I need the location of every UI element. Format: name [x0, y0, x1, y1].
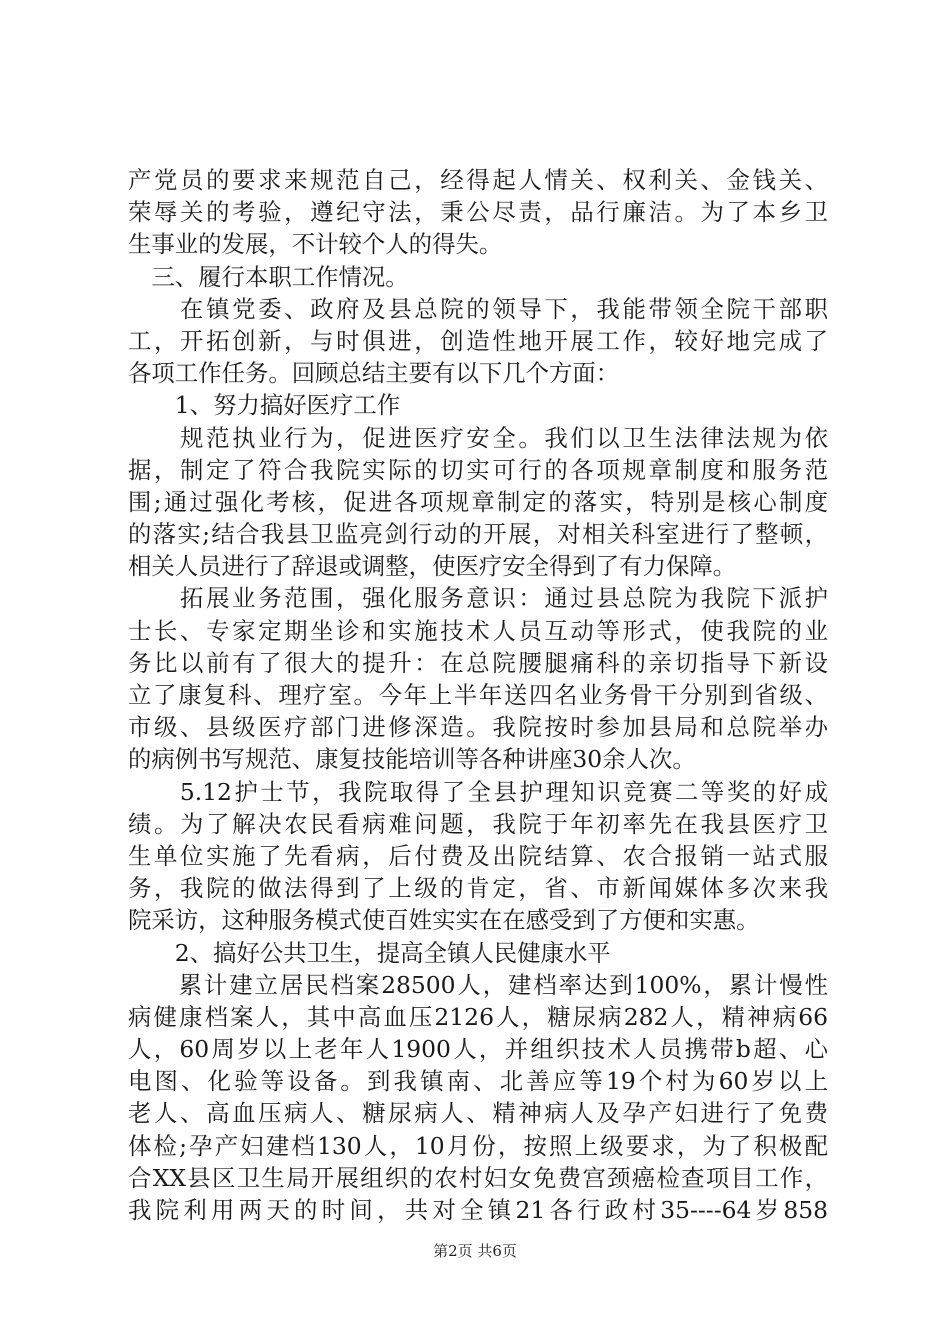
- text-line: 市级、县级医疗部门进修深造。我院按时参加县局和总院举办: [128, 713, 828, 742]
- text-line: 人，60周岁以上老年人1900人，并组织技术人员携带b超、心: [128, 1035, 828, 1064]
- text-line: 务比以前有了很大的提升：在总院腰腿痛科的亲切指导下新设: [128, 648, 828, 677]
- text-line: 规范执业行为，促进医疗安全。我们以卫生法律法规为依: [128, 423, 828, 452]
- text-line: 累计建立居民档案28500人，建档率达到100%，累计慢性: [128, 970, 828, 999]
- text-line: 立了康复科、理疗室。今年上半年送四名业务骨干分别到省级、: [128, 681, 828, 709]
- text-line: 院采访，这种服务模式使百姓实实在在感受到了方便和实惠。: [128, 906, 760, 935]
- text-line: 拓展业务范围，强化服务意识：通过县总院为我院下派护: [128, 584, 828, 613]
- text-line: 体检;孕产妇建档130人，10月份，按照上级要求，为了积极配: [128, 1131, 828, 1160]
- text-line: 5.12护士节，我院取得了全县护理知识竞赛二等奖的好成: [128, 777, 828, 806]
- text-line: 荣辱关的考验，遵纪守法，秉公尽责，品行廉洁。为了本乡卫: [128, 198, 828, 227]
- text-line: 产党员的要求来规范自己，经得起人情关、权利关、金钱关、: [128, 166, 828, 194]
- subsection-heading: 2、搞好公共卫生，提高全镇人民健康水平: [128, 938, 611, 967]
- section-heading: 三、履行本职工作情况。: [128, 262, 409, 291]
- text-line: 工，开拓创新，与时俱进，创造性地开展工作，较好地完成了: [128, 326, 828, 355]
- text-line: 生事业的发展，不计较个人的得失。: [128, 230, 503, 259]
- text-line: 的病例书写规范、康复技能培训等各种讲座30余人次。: [128, 745, 696, 774]
- page-footer: [0, 1241, 950, 1261]
- text-line: 据，制定了符合我院实际的切实可行的各项规章制度和服务范: [128, 455, 828, 484]
- page-number-label: 第2页 共6页: [433, 1242, 517, 1260]
- text-line: 围;通过强化考核，促进各项规章制定的落实，特别是核心制度: [128, 487, 828, 516]
- document-body: [128, 164, 828, 1226]
- text-line: 绩。为了解决农民看病难问题，我院于年初率先在我县医疗卫: [128, 809, 828, 838]
- text-line: 务，我院的做法得到了上级的肯定，省、市新闻媒体多次来我: [128, 874, 828, 903]
- text-line: 合XX县区卫生局开展组织的农村妇女免费宫颈癌检查项目工作，: [128, 1163, 828, 1192]
- text-line: 电图、化验等设备。到我镇南、北善应等19个村为60岁以上: [128, 1067, 828, 1096]
- text-line: 各项工作任务。回顾总结主要有以下几个方面：: [128, 359, 620, 388]
- text-line: 我院利用两天的时间，共对全镇21各行政村35----64岁858: [128, 1196, 828, 1224]
- text-line: 士长、专家定期坐诊和实施技术人员互动等形式，使我院的业: [128, 616, 828, 645]
- text-line: 的落实;结合我县卫监亮剑行动的开展，对相关科室进行了整顿，: [128, 520, 828, 549]
- text-line: 老人、高血压病人、糖尿病人、精神病人及孕产妇进行了免费: [128, 1099, 828, 1128]
- subsection-heading: 1、努力搞好医疗工作: [128, 391, 401, 420]
- text-line: 在镇党委、政府及县总院的领导下，我能带领全院干部职: [128, 294, 828, 323]
- text-line: 生单位实施了先看病，后付费及出院结算、农合报销一站式服: [128, 841, 828, 870]
- text-line: 相关人员进行了辞退或调整，使医疗安全得到了有力保障。: [128, 552, 737, 581]
- text-line: 病健康档案人，其中高血压2126人，糖尿病282人，精神病66: [128, 1002, 828, 1031]
